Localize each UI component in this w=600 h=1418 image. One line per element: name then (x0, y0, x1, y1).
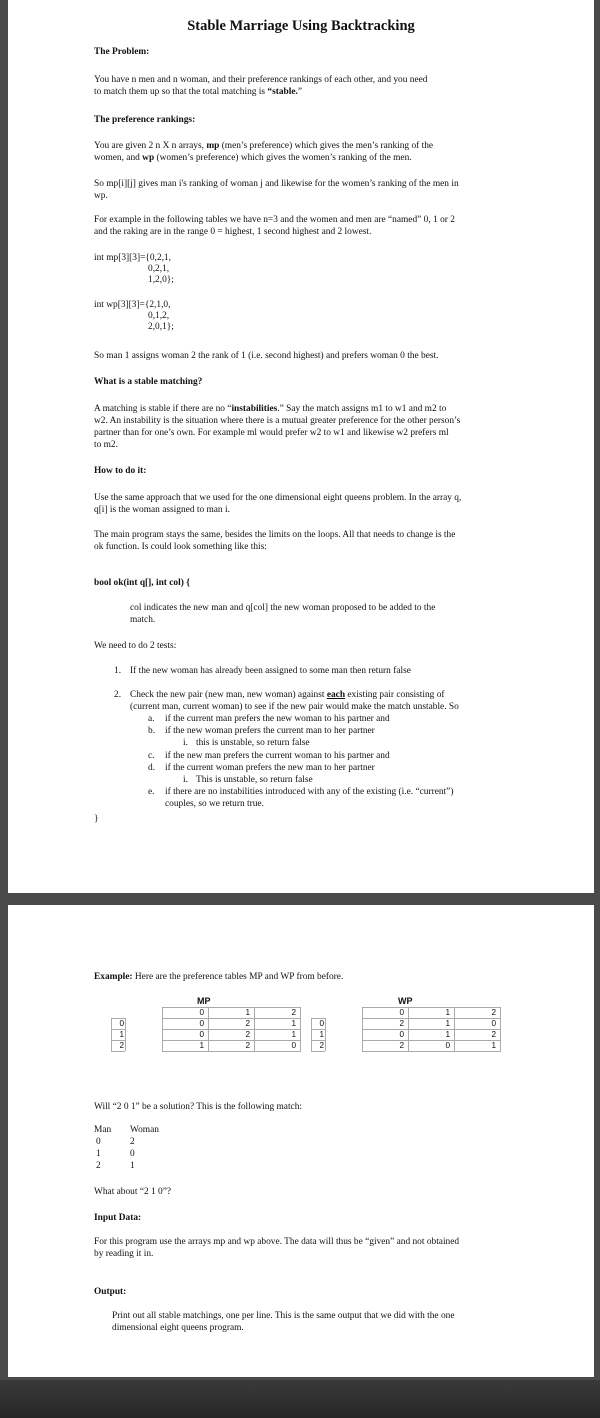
stable-run: .” Say the match assigns m1 to w1 and m2 to (277, 404, 447, 414)
rankings-heading: The preference rankings: (94, 115, 196, 125)
sub-number-b: b. (148, 726, 156, 736)
howto-p2-line2: ok function. Is could look something like this: (94, 542, 267, 552)
mp-rowhdr-hline (111, 1051, 125, 1052)
mp-cell: 2 (245, 1019, 250, 1028)
list-item-1: If the new woman has already been assigned to some man then return false (130, 666, 411, 676)
wp-cell: 1 (491, 1041, 496, 1050)
wp-cell: 2 (399, 1041, 404, 1050)
howto-heading: How to do it: (94, 466, 147, 476)
mp-rowhdr-vline (111, 1018, 112, 1051)
mp-grid-hline (162, 1051, 300, 1052)
problem-text-line2 (94, 87, 302, 99)
rankings-p3-line2: and the raking are in the range 0 = highest, 1 second highest and 2 lowest. (94, 227, 372, 237)
wp-rowhdr-hline (311, 1051, 325, 1052)
wp-row-header: 1 (319, 1030, 324, 1039)
list-item-2-line2: (current man, current woman) to see if the new pair would make the match unstable. So (130, 702, 459, 712)
output-heading: Output: (94, 1287, 127, 1297)
item2-run: existing pair consisting of (345, 690, 445, 700)
wp-cell: 0 (399, 1030, 404, 1039)
mp-cell: 2 (245, 1030, 250, 1039)
wp-rowhdr-vline (325, 1018, 326, 1051)
problem-text-line1: You have n men and n woman, and their preference rankings of each other, and you need (94, 75, 428, 85)
document-page-1 (8, 0, 594, 893)
rankings-run: (women’s preference) which gives the women’s ranking of the men. (154, 153, 412, 163)
sub-item-e-line1: if there are no instabilities introduced with any of the existing (i.e. “current”) (165, 787, 454, 797)
rankings-p3-line1: For example in the following tables we have n=3 and the women and men are “named” 0, 1 or 2 (94, 215, 455, 225)
question-alternative: What about “2 1 0”? (94, 1187, 172, 1197)
output-line1: Print out all stable matchings, one per line. This is the same output that we did with the one (112, 1311, 455, 1321)
page-title: Stable Marriage Using Backtracking (187, 18, 415, 34)
mp-code-line2: 0,2,1, (148, 264, 170, 274)
mp-col-header: 0 (199, 1008, 204, 1017)
function-close-brace: } (94, 814, 99, 824)
mp-cell: 0 (199, 1030, 204, 1039)
wp-cell: 2 (491, 1030, 496, 1039)
viewer-bottom-bar (0, 1380, 600, 1418)
mp-cell: 1 (291, 1030, 296, 1039)
wp-bold: wp (142, 153, 155, 163)
example-label (94, 972, 343, 984)
function-comment-line1: col indicates the new man and q[col] the new woman proposed to be added to the (130, 603, 436, 613)
sub-item-c: if the new man prefers the current woman to his partner and (165, 751, 390, 761)
match-man-0: 0 (96, 1137, 101, 1147)
stable-line4: to m2. (94, 440, 118, 450)
input-heading: Input Data: (94, 1213, 142, 1223)
mp-cell: 0 (199, 1019, 204, 1028)
instabilities-bold: instabilities (231, 404, 278, 414)
sub-number-e: e. (148, 787, 155, 797)
input-line1: For this program use the arrays mp and wp above. The data will thus be “given” and not obtained (94, 1237, 460, 1247)
sub-item-a: if the current man prefers the new woman to his partner and (165, 714, 390, 724)
mp-cell: 2 (245, 1041, 250, 1050)
tests-intro: We need to do 2 tests: (94, 641, 177, 651)
match-woman-1: 0 (130, 1149, 135, 1159)
sub-item-d-i: This is unstable, so return false (196, 775, 313, 785)
wp-row-header: 2 (319, 1041, 324, 1050)
mp-code-line1: int mp[3][3]={0,2,1, (94, 253, 171, 263)
rankings-run: women, and (94, 153, 143, 163)
mp-rowhdr-hline (111, 1029, 125, 1030)
match-header-woman: Woman (130, 1125, 159, 1135)
wp-cell: 1 (445, 1030, 450, 1039)
howto-p1-line2: q[i] is the woman assigned to man i. (94, 505, 230, 515)
wp-cell: 2 (399, 1019, 404, 1028)
wp-cell: 1 (445, 1019, 450, 1028)
stable-line1 (94, 404, 446, 416)
sub-number-d: d. (148, 763, 156, 773)
rankings-p4: So man 1 assigns woman 2 the rank of 1 (i.e. second highest) and prefers woman 0 the best. (94, 351, 439, 361)
sub-number-b-i: i. (183, 738, 188, 748)
function-comment-line2: match. (130, 615, 156, 625)
question-solution: Will “2 0 1” be a solution? This is the following match: (94, 1102, 303, 1112)
stable-line2: w2. An instability is the situation where there is a mutual greater preference for the other person’s (94, 416, 461, 426)
mp-row-header: 0 (119, 1019, 124, 1028)
wp-grid-vline (500, 1007, 501, 1052)
mp-grid-vline (300, 1007, 301, 1052)
sub-item-e-line2: couples, so we return true. (165, 799, 264, 809)
mp-rowhdr-hline (111, 1018, 125, 1019)
problem-text-run: to match them up so that the total matching is (94, 87, 268, 97)
mp-code-line3: 1,2,0}; (148, 275, 174, 285)
wp-table-title: WP (398, 996, 413, 1006)
match-header-man: Man (94, 1125, 112, 1135)
sub-item-b-i: this is unstable, so return false (196, 738, 310, 748)
problem-text-end: ” (297, 87, 303, 97)
match-woman-0: 2 (130, 1137, 135, 1147)
match-man-2: 2 (96, 1161, 101, 1171)
sub-number-a: a. (148, 714, 155, 724)
list-number-1: 1. (114, 666, 122, 676)
sub-item-d: if the current woman prefers the new man to her partner (165, 763, 375, 773)
wp-code-line3: 2,0,1}; (148, 322, 174, 332)
mp-grid-hline (162, 1029, 300, 1030)
rankings-p2-line2: wp. (94, 191, 108, 201)
wp-cell: 0 (445, 1041, 450, 1050)
example-bold: Example: (94, 972, 133, 982)
wp-rowhdr-vline (311, 1018, 312, 1051)
mp-row-header: 2 (119, 1041, 124, 1050)
rankings-run: You are given 2 n X n arrays, (94, 141, 207, 151)
stable-line3: partner than for one’s own. For example ml would prefer w2 to w1 and likewise w2 prefers ml (94, 428, 449, 438)
each-emphasis: each (326, 690, 346, 700)
wp-grid-hline (362, 1018, 500, 1019)
wp-rowhdr-hline (311, 1040, 325, 1041)
problem-stable-bold: “stable. (267, 87, 298, 97)
rankings-p1-line1 (94, 141, 433, 153)
stable-run: A matching is stable if there are no “ (94, 404, 232, 414)
howto-p2-line1: The main program stays the same, besides the limits on the loops. All that needs to change is the (94, 530, 456, 540)
mp-table-title: MP (197, 996, 211, 1006)
howto-p1-line1: Use the same approach that we used for the one dimensional eight queens problem. In the array q, (94, 493, 462, 503)
match-man-1: 1 (96, 1149, 101, 1159)
wp-grid-hline (362, 1007, 500, 1008)
mp-grid-hline (162, 1018, 300, 1019)
mp-cell: 1 (291, 1019, 296, 1028)
wp-code-line2: 0,1,2, (148, 311, 170, 321)
problem-heading: The Problem: (94, 47, 150, 57)
stable-heading: What is a stable matching? (94, 377, 203, 387)
mp-col-header: 1 (245, 1008, 250, 1017)
mp-grid-hline (162, 1007, 300, 1008)
mp-col-header: 2 (291, 1008, 296, 1017)
mp-rowhdr-hline (111, 1040, 125, 1041)
item2-run: Check the new pair (new man, new woman) against (130, 690, 327, 700)
sub-number-c: c. (148, 751, 155, 761)
wp-col-header: 2 (491, 1008, 496, 1017)
input-line2: by reading it in. (94, 1249, 154, 1259)
wp-grid-hline (362, 1029, 500, 1030)
list-item-2-line1 (130, 690, 445, 702)
rankings-run: (men’s preference) which gives the men’s ranking of the (219, 141, 434, 151)
document-page-2 (8, 905, 594, 1377)
match-woman-2: 1 (130, 1161, 135, 1171)
mp-cell: 0 (291, 1041, 296, 1050)
sub-item-b: if the new woman prefers the current man to her partner (165, 726, 375, 736)
rankings-p1-line2 (94, 153, 412, 165)
wp-col-header: 0 (399, 1008, 404, 1017)
mp-cell: 1 (199, 1041, 204, 1050)
wp-rowhdr-hline (311, 1018, 325, 1019)
wp-row-header: 0 (319, 1019, 324, 1028)
mp-grid-hline (162, 1040, 300, 1041)
mp-row-header: 1 (119, 1030, 124, 1039)
mp-bold: mp (206, 141, 220, 151)
output-line2: dimensional eight queens program. (112, 1323, 244, 1333)
wp-col-header: 1 (445, 1008, 450, 1017)
wp-code-line1: int wp[3][3]={2,1,0, (94, 300, 171, 310)
list-number-2: 2. (114, 690, 122, 700)
wp-rowhdr-hline (311, 1029, 325, 1030)
example-run: Here are the preference tables MP and WP from before. (132, 972, 344, 982)
rankings-p2-line1: So mp[i][j] gives man i's ranking of woman j and likewise for the women’s ranking of the men in (94, 179, 459, 189)
function-signature: bool ok(int q[], int col) { (94, 578, 190, 588)
sub-number-d-i: i. (183, 775, 188, 785)
wp-cell: 0 (491, 1019, 496, 1028)
wp-grid-hline (362, 1051, 500, 1052)
wp-grid-hline (362, 1040, 500, 1041)
mp-rowhdr-vline (125, 1018, 126, 1051)
